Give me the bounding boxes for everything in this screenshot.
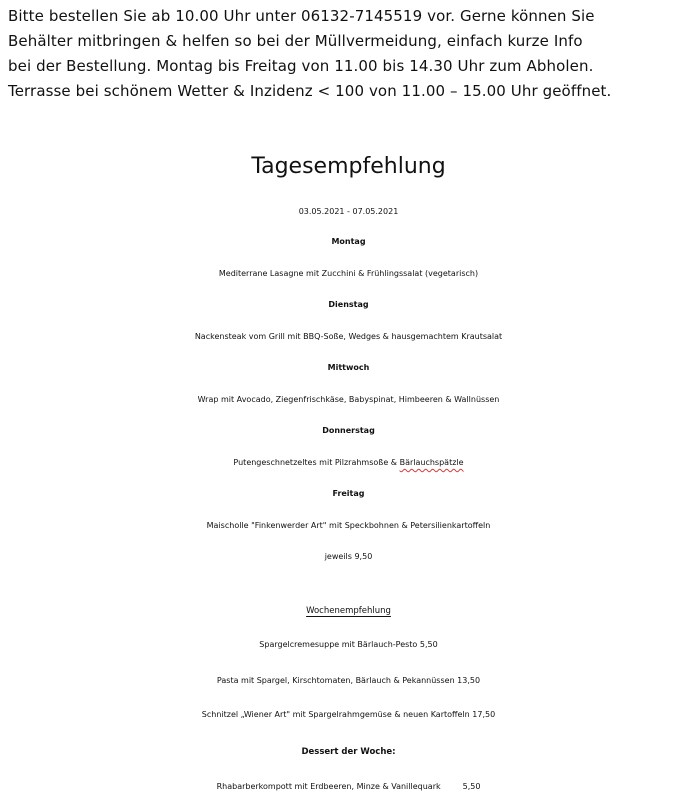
weekly-item: Spargelcremesuppe mit Bärlauch-Pesto 5,50 — [259, 640, 438, 649]
intro-line: Terrasse bei schönem Wetter & Inzidenz < 100 von 11.00 – 15.00 Uhr geöffnet. — [8, 82, 612, 100]
dish-thursday-text: Putengeschnetzeltes mit Pilzrahmsoße & — [233, 458, 400, 467]
intro-paragraph — [8, 4, 692, 104]
weekly-item: Pasta mit Spargel, Kirschtomaten, Bärlauch & Pekannüssen 13,50 — [216, 676, 481, 685]
dish-monday: Mediterrane Lasagne mit Zucchini & Frühlingssalat (vegetarisch) — [218, 269, 479, 278]
dessert-title: Dessert der Woche: — [301, 747, 396, 757]
dish-thursday — [0, 452, 697, 474]
intro-line: Behälter mitbringen & helfen so bei der Müllvermeidung, einfach kurze Info — [8, 32, 583, 50]
dish-wednesday: Wrap mit Avocado, Ziegenfrischkäse, Babyspinat, Himbeeren & Wallnüssen — [197, 395, 500, 404]
date-range: 03.05.2021 - 07.05.2021 — [298, 207, 399, 216]
dessert-item: Rhabarberkompott mit Erdbeeren, Minze & Vanillequark — [216, 782, 441, 791]
dish-tuesday: Nackensteak vom Grill mit BBQ-Soße, Wedges & hausgemachtem Krautsalat — [194, 332, 503, 341]
dessert-line — [0, 776, 697, 798]
dish-friday: Maischolle "Finkenwerder Art" mit Speckbohnen & Petersilienkartoffeln — [206, 521, 491, 530]
day-wednesday: Mittwoch — [327, 363, 370, 372]
daily-price-note: jeweils 9,50 — [324, 552, 373, 561]
spellcheck-marked-word: Bärlauchspätzle — [399, 458, 464, 467]
intro-line: Bitte bestellen Sie ab 10.00 Uhr unter 06132-7145519 vor. Gerne können Sie — [8, 7, 595, 25]
daily-title: Tagesempfehlung — [251, 154, 446, 179]
day-tuesday: Dienstag — [328, 300, 369, 309]
weekly-title: Wochenempfehlung — [306, 606, 391, 616]
day-monday: Montag — [331, 237, 366, 246]
day-friday: Freitag — [332, 489, 365, 498]
dessert-price: 5,50 — [462, 782, 481, 791]
day-thursday: Donnerstag — [322, 426, 375, 435]
weekly-item: Schnitzel „Wiener Art" mit Spargelrahmgemüse & neuen Kartoffeln 17,50 — [201, 710, 496, 719]
intro-line: bei der Bestellung. Montag bis Freitag von 11.00 bis 14.30 Uhr zum Abholen. — [8, 57, 594, 75]
